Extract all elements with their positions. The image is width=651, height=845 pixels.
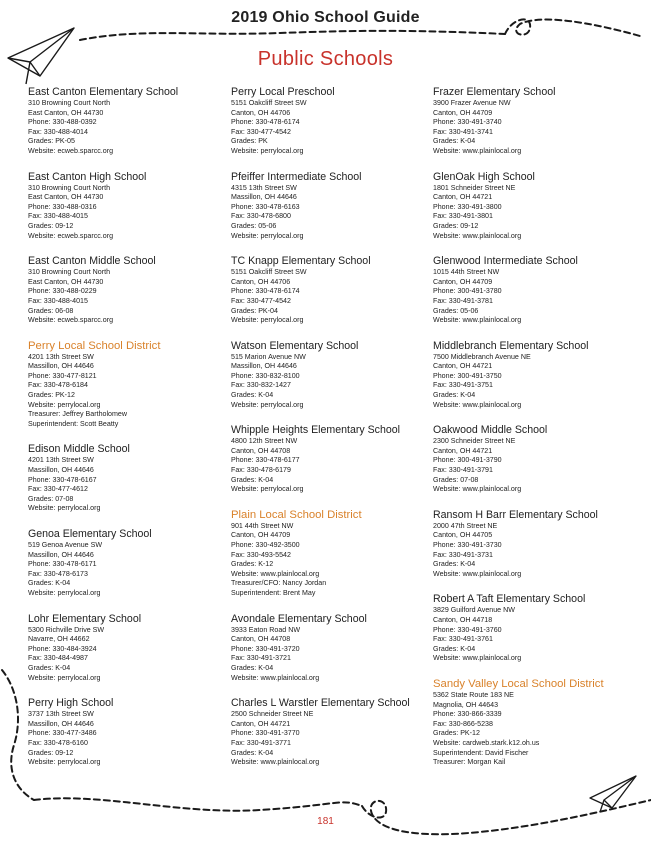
listing-detail-line: Grades: K-04 [433, 644, 476, 653]
listing-detail-line: Website: www.plainlocal.org [433, 146, 522, 155]
district-name: Perry Local School District [28, 339, 161, 352]
listing-detail-line: Fax: 330-478-6160 [28, 738, 88, 747]
listing-detail-line: Massillon, OH 44646 [231, 193, 297, 202]
listing-detail-line: Website: perrylocal.org [28, 673, 101, 682]
listing-detail-line: Canton, OH 44709 [231, 531, 291, 540]
listing-detail-line: Website: ecweb.sparcc.org [28, 316, 114, 325]
school-name: Lohr Elementary School [28, 612, 142, 625]
listing-detail-line: Website: www.plainlocal.org [433, 400, 522, 409]
listing-detail-line: Fax: 330-478-6173 [28, 569, 88, 578]
district-name: Sandy Valley Local School District [433, 677, 604, 690]
listing-detail-line: 310 Browning Court North [28, 183, 111, 192]
listing-detail-line: Website: www.plainlocal.org [433, 654, 522, 663]
listing-detail-line: Website: cardweb.stark.k12.oh.us [433, 738, 540, 747]
listing-detail-line: 3829 Guilford Avenue NW [433, 606, 515, 615]
school-listing [433, 424, 628, 495]
listing-detail-line: Phone: 330-478-6177 [231, 456, 300, 465]
listing-detail-line: Superintendent: Scott Beatty [28, 419, 119, 428]
listing-detail-line: Website: ecweb.sparcc.org [28, 146, 114, 155]
listing-detail-line: Massillon, OH 44646 [28, 550, 94, 559]
school-listing [28, 443, 223, 514]
listing-detail-line: Phone: 330-478-6174 [231, 287, 300, 296]
listing-detail-line: Phone: 330-488-0392 [28, 118, 97, 127]
listing-detail-line: 2500 Schneider Street NE [231, 710, 314, 719]
listing-detail-line: Navarre, OH 44662 [28, 635, 90, 644]
listing-detail-line: Website: perrylocal.org [28, 400, 101, 409]
listing-detail-line: 4315 13th Street SW [231, 183, 297, 192]
listing-detail-line: Canton, OH 44721 [433, 446, 493, 455]
listing-detail-line: 1015 44th Street NW [433, 268, 500, 277]
listing-detail-line: Canton, OH 44718 [433, 615, 493, 624]
listing-detail-line: Canton, OH 44709 [433, 277, 493, 286]
listing-detail-line: Phone: 330-478-6171 [28, 560, 97, 569]
listing-detail-line: Phone: 330-492-3500 [231, 541, 300, 549]
listing-detail-line: Fax: 330-477-4542 [231, 296, 291, 305]
listing-detail-line: East Canton, OH 44730 [28, 277, 104, 286]
listing-detail-line: Superintendent: Brent May [231, 588, 316, 597]
listing-detail-line: Grades: 09-12 [28, 748, 74, 757]
listing-detail-line: Grades: K-04 [231, 391, 274, 400]
listing-detail-line: Treasurer/CFO: Nancy Jordan [231, 579, 327, 588]
listing-detail-line: 7500 Middlebranch Avenue NE [433, 352, 531, 361]
school-name: Glenwood Intermediate School [433, 255, 578, 268]
listing-detail-line: Grades: 09-12 [433, 221, 479, 230]
listing-detail-line: Grades: K-04 [433, 137, 476, 146]
listing-detail-line: Phone: 330-491-3770 [231, 729, 300, 738]
listing-detail-line: 4201 13th Street SW [28, 352, 94, 361]
listing-detail-line: 3900 Frazer Avenue NW [433, 99, 511, 107]
school-listing [231, 86, 426, 157]
listing-detail-line: Grades: 07-08 [433, 475, 479, 484]
listing-detail-line: Fax: 330-478-6800 [231, 212, 291, 221]
school-name: Watson Elementary School [231, 339, 359, 352]
listing-detail-line: Website: www.plainlocal.org [433, 231, 522, 240]
school-name: GlenOak High School [433, 170, 535, 183]
school-name: Whipple Heights Elementary School [231, 424, 400, 437]
listing-column-2 [231, 86, 426, 782]
school-name: Frazer Elementary School [433, 86, 556, 98]
listing-detail-line: 4201 13th Street SW [28, 456, 94, 465]
listing-detail-line: Fax: 330-477-4542 [231, 127, 291, 136]
school-name: Perry High School [28, 697, 114, 710]
school-name: Oakwood Middle School [433, 424, 548, 437]
page-title: Public Schools [257, 48, 394, 70]
district-listing [28, 340, 223, 430]
listing-detail-line: Canton, OH 44706 [231, 108, 291, 117]
school-name: Genoa Elementary School [28, 528, 152, 540]
listing-detail-line: Massillon, OH 44646 [231, 362, 297, 371]
listing-detail-line: Fax: 330-488-4015 [28, 212, 88, 221]
listing-detail-line: Fax: 330-491-3781 [433, 296, 493, 305]
school-name: East Canton High School [28, 170, 147, 183]
listing-detail-line: Grades: PK-05 [28, 137, 75, 146]
listing-detail-line: Fax: 330-491-3761 [433, 635, 493, 644]
school-name: East Canton Middle School [28, 255, 156, 268]
listing-detail-line: Grades: K-04 [28, 579, 71, 588]
listing-detail-line: Grades: 06-08 [28, 306, 74, 315]
listing-detail-line: 5362 State Route 183 NE [433, 690, 514, 699]
school-listing [28, 171, 223, 242]
listing-detail-line: 3737 13th Street SW [28, 710, 94, 719]
listing-detail-line: East Canton, OH 44730 [28, 108, 104, 117]
listing-detail-line: 2300 Schneider Street NE [433, 437, 516, 446]
listing-detail-line: Canton, OH 44708 [231, 635, 291, 644]
school-listing [231, 255, 426, 326]
listing-detail-line: Phone: 330-491-3730 [433, 541, 502, 549]
listing-detail-line: Fax: 330-491-3721 [231, 654, 291, 663]
listing-detail-line: Phone: 330-866-3339 [433, 710, 502, 719]
listing-detail-line: Phone: 330-478-6163 [231, 202, 300, 211]
listing-detail-line: Phone: 330-484-3924 [28, 644, 97, 653]
listing-detail-line: Treasurer: Jeffrey Bartholomew [28, 410, 127, 419]
listing-detail-line: Fax: 330-488-4014 [28, 127, 88, 136]
listing-detail-line: Website: perrylocal.org [231, 146, 304, 155]
listing-detail-line: Grades: 05-06 [433, 306, 479, 315]
school-listing [28, 697, 223, 768]
school-listing [433, 509, 628, 580]
listing-detail-line: Website: perrylocal.org [231, 400, 304, 409]
listing-detail-line: Fax: 330-491-3791 [433, 466, 493, 475]
school-name: East Canton Elementary School [28, 86, 179, 98]
school-name: Pfeiffer Intermediate School [231, 170, 362, 183]
listing-detail-line: Grades: K-04 [28, 663, 71, 672]
listing-detail-line: Grades: K-12 [231, 560, 274, 569]
school-listing [231, 424, 426, 495]
listing-detail-line: Fax: 330-491-3731 [433, 550, 493, 559]
listing-detail-line: Phone: 300-491-3750 [433, 371, 502, 380]
school-listing [433, 171, 628, 242]
listing-detail-line: 2000 47th Street NE [433, 521, 498, 530]
listing-detail-line: 5151 Oakcliff Street SW [231, 99, 307, 107]
listing-detail-line: Website: ecweb.sparcc.org [28, 231, 114, 240]
listing-detail-line: Website: www.plainlocal.org [433, 569, 522, 578]
district-listing [433, 678, 628, 768]
listing-detail-line: Phone: 330-488-0316 [28, 202, 97, 211]
listing-detail-line: 3933 Eaton Road NW [231, 625, 301, 634]
guide-title: 2019 Ohio School Guide [231, 9, 420, 26]
listing-detail-line: 1801 Schneider Street NE [433, 183, 516, 192]
listing-detail-line: East Canton, OH 44730 [28, 193, 104, 202]
school-listing [28, 255, 223, 326]
school-listing [231, 340, 426, 411]
listing-detail-line: Website: perrylocal.org [231, 316, 304, 325]
listing-detail-line: 515 Marion Avenue NW [231, 352, 306, 361]
listing-detail-line: Phone: 330-478-6174 [231, 118, 300, 127]
listing-detail-line: Massillon, OH 44646 [28, 719, 94, 728]
listing-detail-line: Grades: PK-12 [28, 391, 75, 400]
school-listing [28, 86, 223, 157]
listing-detail-line: Website: perrylocal.org [231, 485, 304, 494]
page-number: 181 [317, 816, 334, 827]
school-listing [433, 340, 628, 411]
listing-detail-line: 5300 Richville Drive SW [28, 625, 105, 634]
listing-detail-line: Grades: K-04 [231, 748, 274, 757]
school-listing [231, 171, 426, 242]
listing-detail-line: Grades: K-04 [433, 560, 476, 569]
listing-detail-line: Canton, OH 44706 [231, 277, 291, 286]
listing-detail-line: Canton, OH 44721 [433, 362, 493, 371]
listing-detail-line: Fax: 330-491-3801 [433, 212, 493, 221]
listing-detail-line: Grades: K-04 [433, 391, 476, 400]
listing-detail-line: Phone: 330-477-8121 [28, 371, 97, 380]
listing-detail-line: Magnolia, OH 44643 [433, 700, 499, 709]
listing-column-1 [28, 86, 223, 782]
listing-detail-line: Website: perrylocal.org [28, 758, 101, 767]
dashed-flight-path-top [80, 31, 505, 40]
school-name: Edison Middle School [28, 443, 130, 456]
district-listing [231, 509, 426, 599]
listing-detail-line: Phone: 300-491-3780 [433, 287, 502, 296]
listing-detail-line: Grades: PK-04 [231, 306, 278, 315]
listing-detail-line: Phone: 330-491-3720 [231, 644, 300, 653]
listing-detail-line: Phone: 330-491-3760 [433, 625, 502, 634]
listing-detail-line: 5151 Oakcliff Street SW [231, 268, 307, 277]
listing-detail-line: Phone: 300-491-3790 [433, 456, 502, 465]
district-name: Plain Local School District [231, 508, 362, 521]
listing-detail-line: Fax: 330-477-4612 [28, 485, 88, 494]
listing-detail-line: Phone: 330-477-3486 [28, 729, 97, 738]
school-name: Middlebranch Elementary School [433, 339, 589, 352]
school-name: Perry Local Preschool [231, 86, 335, 98]
listing-detail-line: Grades: 09-12 [28, 221, 74, 230]
listing-detail-line: Fax: 330-491-3751 [433, 381, 493, 390]
listing-detail-line: Fax: 330-491-3771 [231, 738, 291, 747]
listing-detail-line: Fax: 330-493-5542 [231, 550, 291, 559]
listing-detail-line: Phone: 330-832-8100 [231, 371, 300, 380]
listing-detail-line: 901 44th Street NW [231, 521, 294, 530]
listing-detail-line: 519 Genoa Avenue SW [28, 541, 103, 549]
listing-detail-line: Website: perrylocal.org [28, 588, 101, 597]
listing-detail-line: Grades: K-04 [231, 475, 274, 484]
listing-detail-line: Website: www.plainlocal.org [433, 316, 522, 325]
school-listing [28, 613, 223, 684]
listing-detail-line: Fax: 330-491-3741 [433, 127, 493, 136]
listing-detail-line: Canton, OH 44721 [231, 719, 291, 728]
listing-detail-line: Canton, OH 44705 [433, 531, 493, 540]
school-name: Robert A Taft Elementary School [433, 593, 586, 606]
listing-detail-line: Fax: 330-484-4987 [28, 654, 88, 663]
listing-detail-line: Canton, OH 44709 [433, 108, 493, 117]
listing-column-3 [433, 86, 628, 782]
listing-detail-line: 310 Browning Court North [28, 99, 111, 107]
listing-detail-line: 310 Browning Court North [28, 268, 111, 277]
school-name: TC Knapp Elementary School [231, 255, 371, 268]
listing-detail-line: Website: www.plainlocal.org [433, 485, 522, 494]
listing-detail-line: Website: perrylocal.org [231, 231, 304, 240]
listing-detail-line: Website: www.plainlocal.org [231, 569, 320, 578]
school-listing [28, 528, 223, 599]
school-listing [231, 613, 426, 684]
listing-detail-line: Grades: K-04 [231, 663, 274, 672]
listing-detail-line: Grades: PK [231, 137, 268, 146]
school-name: Avondale Elementary School [231, 612, 367, 625]
school-name: Charles L Warstler Elementary School [231, 697, 410, 710]
school-listing [433, 255, 628, 326]
listing-detail-line: Massillon, OH 44646 [28, 466, 94, 475]
listing-detail-line: Fax: 330-478-6179 [231, 466, 291, 475]
listing-detail-line: Fax: 330-478-6184 [28, 381, 88, 390]
school-listing [433, 593, 628, 664]
listing-detail-line: Website: www.plainlocal.org [231, 758, 320, 767]
listing-detail-line: Website: perrylocal.org [28, 504, 101, 513]
listing-detail-line: Fax: 330-488-4015 [28, 296, 88, 305]
listing-detail-line: Massillon, OH 44646 [28, 362, 94, 371]
listing-detail-line: Fax: 330-832-1427 [231, 381, 291, 390]
listing-detail-line: Grades: 05-06 [231, 221, 277, 230]
listing-detail-line: Phone: 330-491-3800 [433, 202, 502, 211]
listing-detail-line: Canton, OH 44721 [433, 193, 493, 202]
school-listing [433, 86, 628, 157]
listing-detail-line: Phone: 330-478-6167 [28, 475, 97, 484]
listing-detail-line: Grades: PK-12 [433, 729, 480, 738]
listing-detail-line: Superintendent: David Fischer [433, 748, 529, 757]
listing-detail-line: Phone: 330-491-3740 [433, 118, 502, 127]
school-name: Ransom H Barr Elementary School [433, 508, 598, 521]
school-listing [231, 697, 426, 768]
listing-detail-line: Website: www.plainlocal.org [231, 673, 320, 682]
listing-detail-line: Fax: 330-866-5238 [433, 719, 493, 728]
listing-detail-line: Phone: 330-488-0229 [28, 287, 97, 296]
listing-detail-line: Canton, OH 44708 [231, 446, 291, 455]
listing-detail-line: 4800 12th Street NW [231, 437, 298, 446]
listing-detail-line: Treasurer: Morgan Kail [433, 758, 506, 767]
listing-detail-line: Grades: 07-08 [28, 494, 74, 503]
dashed-flight-path-bottom [34, 798, 362, 810]
